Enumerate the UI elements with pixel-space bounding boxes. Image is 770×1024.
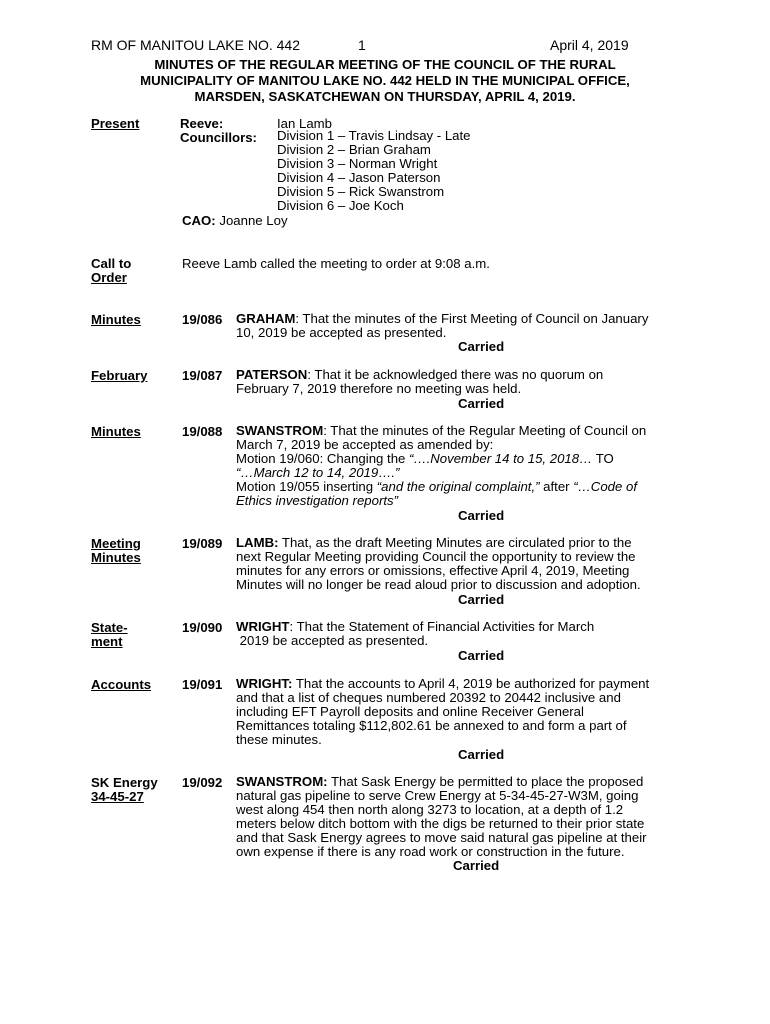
- motion-089-result: Carried: [458, 592, 505, 607]
- motion-087-line-2: February 7, 2019 therefore no meeting was held.: [236, 381, 522, 396]
- reeve-name: Ian Lamb: [277, 116, 332, 131]
- motion-092-line-4: meters below ditch bottom with the digs be returned to their prior state: [236, 816, 645, 831]
- motion-089-line-4: Minutes will no longer be read aloud prior to discussion and adoption.: [236, 577, 641, 592]
- motion-091-line-3: including EFT Payroll deposits and online Receiver General: [236, 704, 584, 719]
- section-label-minutes-086: Minutes: [91, 312, 141, 327]
- section-label-call-to-order-2: Order: [91, 270, 127, 285]
- document-title-line-2: MUNICIPALITY OF MANITOU LAKE NO. 442 HELD IN THE MUNICIPAL OFFICE,: [140, 73, 630, 88]
- document-title-line-3: MARSDEN, SASKATCHEWAN ON THURSDAY, APRIL 4, 2019.: [194, 89, 576, 104]
- councillor-division-5: Division 5 – Rick Swanstrom: [277, 184, 445, 199]
- motion-091-result: Carried: [458, 747, 505, 762]
- motion-number-086: 19/086: [182, 312, 223, 327]
- motion-092-line-6: own expense if there is any road work or construction in the future.: [236, 844, 625, 859]
- motion-089-line-1: LAMB: That, as the draft Meeting Minutes are circulated prior to the: [236, 535, 632, 550]
- motion-086-line-2: 10, 2019 be accepted as presented.: [236, 325, 447, 340]
- header-municipality: RM OF MANITOU LAKE NO. 442: [91, 37, 301, 53]
- motion-088-line-2: March 7, 2019 be accepted as amended by:: [236, 437, 494, 452]
- section-label-minutes-088: Minutes: [91, 424, 141, 439]
- motion-088-line-5: Motion 19/055 inserting “and the original complaint,” after “…Code of: [236, 479, 637, 494]
- motion-092-result: Carried: [453, 858, 500, 873]
- councillor-division-1: Division 1 – Travis Lindsay - Late: [277, 128, 471, 143]
- section-label-call-to-order-1: Call to: [91, 256, 132, 271]
- councillor-division-4: Division 4 – Jason Paterson: [277, 170, 441, 185]
- motion-091-line-1: WRIGHT: That the accounts to April 4, 2019 be authorized for payment: [236, 676, 650, 691]
- motion-092-line-5: and that Sask Energy agrees to move said natural gas pipeline at their: [236, 830, 647, 845]
- motion-091-line-5: these minutes.: [236, 732, 322, 747]
- motion-090-result: Carried: [458, 648, 505, 663]
- motion-091-line-4: Remittances totaling $112,802.61 be annexed to and form a part of: [236, 718, 627, 733]
- motion-092-line-2: natural gas pipeline to serve Crew Energy at 5-34-45-27-W3M, going: [236, 788, 639, 803]
- section-label-february: February: [91, 368, 148, 383]
- cao-line: CAO: Joanne Loy: [182, 213, 288, 228]
- motion-090-line-2: 2019 be accepted as presented.: [236, 633, 429, 648]
- motion-088-line-6: Ethics investigation reports”: [236, 493, 398, 508]
- section-label-statement-2: ment: [91, 634, 123, 649]
- header-date: April 4, 2019: [550, 37, 629, 53]
- councillor-division-2: Division 2 – Brian Graham: [277, 142, 431, 157]
- section-label-statement-1: State-: [91, 620, 128, 635]
- motion-090-line-1: WRIGHT: That the Statement of Financial Activities for March: [236, 619, 595, 634]
- section-label-accounts: Accounts: [91, 677, 152, 692]
- motion-number-087: 19/087: [182, 368, 223, 383]
- motion-088-result: Carried: [458, 508, 505, 523]
- councillor-division-6: Division 6 – Joe Koch: [277, 198, 404, 213]
- motion-number-090: 19/090: [182, 620, 223, 635]
- motion-092-line-1: SWANSTROM: That Sask Energy be permitted to place the proposed: [236, 774, 644, 789]
- motion-088-line-3: Motion 19/060: Changing the “….November 14 to 15, 2018… TO: [236, 451, 614, 466]
- motion-092-line-3: west along 454 then north along 3273 to location, at a depth of 1.2: [236, 802, 624, 817]
- motion-091-line-2: and that a list of cheques numbered 20392 to 20442 inclusive and: [236, 690, 621, 705]
- motion-087-line-1: PATERSON: That it be acknowledged there was no quorum on: [236, 367, 604, 382]
- councillors-label: Councillors:: [180, 130, 257, 145]
- section-label-sk-energy-2: 34-45-27: [91, 789, 144, 804]
- document-title-line-1: MINUTES OF THE REGULAR MEETING OF THE COUNCIL OF THE RURAL: [154, 57, 616, 72]
- motion-number-088: 19/088: [182, 424, 223, 439]
- motion-number-089: 19/089: [182, 536, 223, 551]
- councillor-division-3: Division 3 – Norman Wright: [277, 156, 438, 171]
- motion-number-091: 19/091: [182, 677, 223, 692]
- motion-089-line-2: next Regular Meeting providing Council the opportunity to review the: [236, 549, 636, 564]
- section-label-present: Present: [91, 116, 140, 131]
- section-label-meeting-minutes-1: Meeting: [91, 536, 141, 551]
- motion-086-result: Carried: [458, 339, 505, 354]
- call-to-order-text: Reeve Lamb called the meeting to order at 9:08 a.m.: [182, 256, 490, 271]
- motion-088-line-1: SWANSTROM: That the minutes of the Regular Meeting of Council on: [236, 423, 647, 438]
- section-label-meeting-minutes-2: Minutes: [91, 550, 141, 565]
- motion-number-092: 19/092: [182, 775, 223, 790]
- motion-087-result: Carried: [458, 396, 505, 411]
- header-page-number: 1: [358, 37, 366, 53]
- motion-086-line-1: GRAHAM: That the minutes of the First Meeting of Council on January: [236, 311, 649, 326]
- reeve-label: Reeve:: [180, 116, 224, 131]
- motion-088-line-4: “…March 12 to 14, 2019….”: [236, 465, 400, 480]
- motion-089-line-3: minutes for any errors or omissions, effective April 4, 2019, Meeting: [236, 563, 630, 578]
- section-label-sk-energy-1: SK Energy: [91, 775, 158, 790]
